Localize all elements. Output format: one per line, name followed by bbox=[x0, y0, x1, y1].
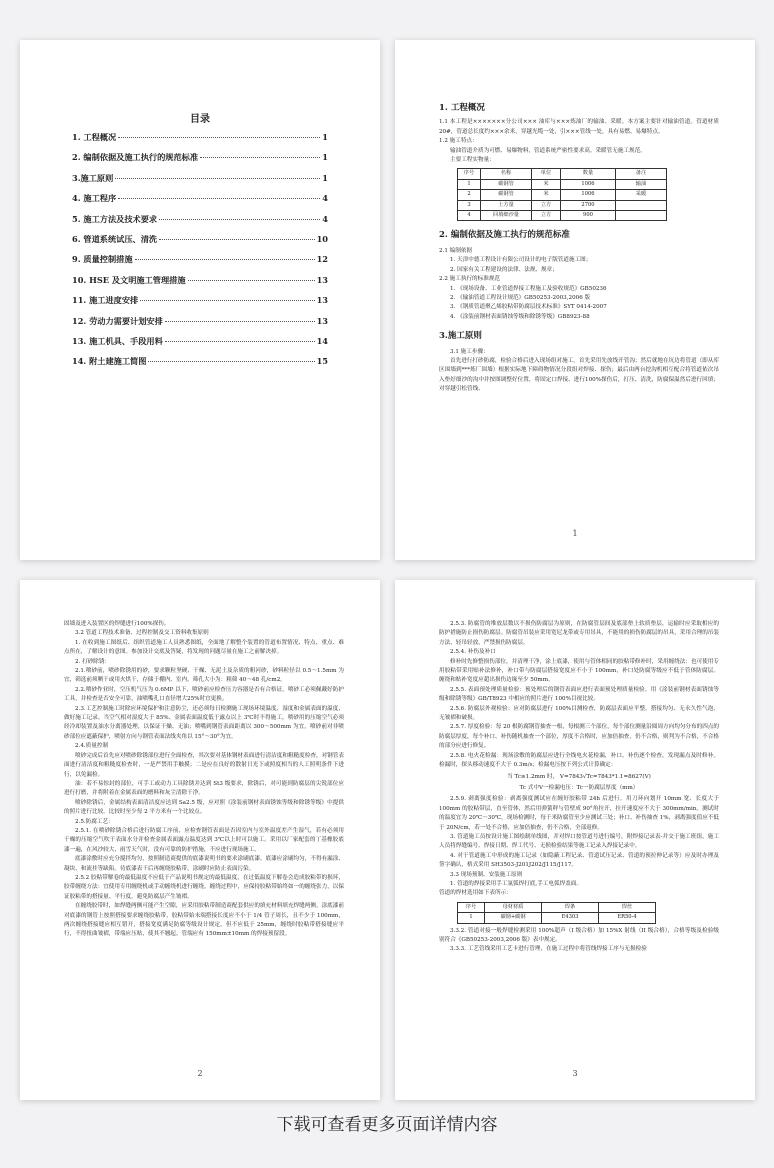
table-row bbox=[458, 190, 667, 200]
page-body bbox=[439, 100, 719, 395]
paragraph: 4. 《涂装前钢材表面锈蚀等级和除锈等级》GB8923-88 bbox=[450, 313, 590, 320]
paragraph: 主要工程实物量： bbox=[450, 157, 495, 164]
toc-item-label: 2. 编制依据及施工执行的规范标准 bbox=[72, 152, 199, 163]
paragraph: 3. 管道施工员按设计施工图绘制单线图，并对焊口按管道号进行编号，附焊接记录表-并交于施工班组，施工人员将焊缝编号、焊接日期、焊工代号、无损检验结果等施工记录入焊接记录中。 bbox=[439, 833, 719, 850]
table-cell: 1006 bbox=[561, 190, 616, 200]
table-cell: 2 bbox=[458, 190, 481, 200]
table-header-cell: 备注 bbox=[616, 169, 667, 179]
table-cell: 3 bbox=[458, 200, 481, 210]
paragraph: 2. 《输油管道工程设计规范》GB50253-2003,2006 版 bbox=[450, 294, 591, 301]
paragraph: 喷砂完成后首先应对喷砂除锈部位进行全面检查，其次要对基体钢材表面进行清洁度和粗糙度检查，对钢管表面进行清洁度和粗糙度检查时，一是严禁用手触摸；二是应在良好的散射日光下或照度相当的人工照明条件下进行，以免漏检。 bbox=[64, 752, 344, 778]
toc-item[interactable] bbox=[72, 295, 328, 315]
table-cell: 1 bbox=[458, 179, 481, 189]
table-header-cell: 数量 bbox=[561, 169, 616, 179]
document-page-2 bbox=[395, 40, 755, 560]
paragraph: 输油管道介质为可燃、易爆物料，管道系统严密性要求高。采暖管无施工规范。 bbox=[450, 147, 646, 154]
paragraph: 油：若不易惊封的部位，可手工或动力工具除锈并达到 St3 级要求，除锈后，对可能到防腐层的尖锐部位应进行打磨，并将附着在金属表面的磨料和灰尘清除干净。 bbox=[64, 780, 344, 797]
toc-item[interactable] bbox=[72, 234, 328, 254]
table-row bbox=[458, 913, 656, 923]
paragraph: 1. 管道的焊接采用手工氩弧焊打底,手工电弧焊盖面。 bbox=[450, 880, 582, 887]
paragraph: 2.5.2 胶粘带解卷的最低温度不应低于产品说明书规定的最低温度，在过低温度下解卷会造成胶粘带的损坏，胶带缠绕方法：宜使用专用缠绕机或手动缠绕机进行缠绕。缠绕过程中，应保持胶粘带始终如一的缠绕张力，以保证胶粘带的搭接量、平行度，避免防腐层产生皱褶。 bbox=[64, 874, 344, 900]
toc-item[interactable] bbox=[72, 173, 328, 193]
paragraph: 2.1 编制依据 bbox=[439, 247, 473, 254]
toc-item-page: 1 bbox=[322, 152, 328, 163]
table-cell: 碳钢管 bbox=[481, 179, 532, 189]
toc-item[interactable] bbox=[72, 214, 328, 234]
paragraph: 2. 打砂除锈： bbox=[75, 658, 111, 665]
toc-title: 目录 bbox=[190, 114, 210, 125]
table-header-cell: 名称 bbox=[481, 169, 532, 179]
paragraph: 3.3 现场预制、安装施工原则 bbox=[450, 871, 523, 878]
quantity-table bbox=[457, 168, 667, 221]
table-cell: 900 bbox=[561, 211, 616, 221]
paragraph: 2.5.防腐工艺： bbox=[75, 818, 114, 825]
table-cell: 4 bbox=[458, 211, 481, 221]
table-cell: ER50-4 bbox=[599, 913, 656, 923]
formula-legend: Tc 式中V一检漏电压：Tc一防腐层厚度（mm） bbox=[519, 784, 639, 791]
paragraph: 1. 在收到施工图纸后、组织管道施工人员熟悉图纸，全面地了解整个装置的管道布置情况、特点、重点、难点所在，了解设计的意图。参加设计交底及答疑，将发现的问题尽量在施工之前解决掉。 bbox=[64, 639, 344, 656]
toc-item[interactable] bbox=[72, 275, 328, 295]
paragraph: 2.3.工艺控制施工时除应环境保护和注意防尘，还必须每日检测施工现场环境温度、湿度和金属表面的温度，做好施工记录。当空气相对湿度大于 85%、金属表面温度低于露点以上 3℃时不得施工，喷砂用的压缩空气必须经冷却装置及油水分离器处理，以保证干燥、无油；喷嘴到钢管表面距离以 300～500mm 为宜，喷砂前对非喷砂部位应遮蔽保护，喷射方向与钢管表面法线夹角以 15°～30°为宜。 bbox=[64, 705, 344, 740]
toc-item-page: 4 bbox=[322, 193, 328, 204]
toc-item-label: 14. 附土建施工简图 bbox=[72, 356, 147, 367]
paragraph: 2.1.喷砂前，喷砂除锈用的砂，要求颗粒坚硬、干燥、无泥土及杂质的粗河砂，砂料粒径以 0.5～1.5mm 为宜，筛选前须晒干或用火烘干，存储于棚内、室内，筛孔大小为：粗筛 40～48 孔/cm2。 bbox=[64, 668, 344, 684]
paragraph: 2.5.1. 在喷砂除锈合格后进行防腐工序前，应检查钢管表面是否因室内与室外温度差产生湿气，若有必须用干燥的压缩空气吹干表面水分并检查金属表面露点温度达到 3℃以上时可以施工。采用以厂家配套的丁基橡胶底漆一遍，在风沙较大、雨雪天气时，没有可靠的防护措施，不应进行现场施工。 bbox=[64, 827, 344, 853]
paragraph: 2.4.质量控制 bbox=[75, 743, 109, 750]
paragraph: 2.5.8. 电火花检漏：现场涂敷的防腐层应进行全线电火花检漏，补口、补伤逐个检查，发现漏点及时修补。检漏时，探头移动速度不大于 0.3m/s；检漏电压按下列公式计算确定： bbox=[439, 752, 719, 769]
page-body bbox=[439, 620, 719, 955]
table-cell: 碳钢管 bbox=[481, 190, 532, 200]
table-header-cell: 序号 bbox=[458, 169, 481, 179]
paragraph: 2.5.6. 防腐层外观检验：应对防腐层进行 100%目测检查，防腐层表面应平整、搭接均匀、无永久性气泡、无皱褶和破损。 bbox=[439, 705, 719, 722]
table-header-cell: 焊丝 bbox=[599, 902, 656, 912]
table-header-cell: 序号 bbox=[458, 902, 485, 912]
paragraph: 2.5.4. 补伤及补口 bbox=[450, 649, 496, 656]
toc-item-page: 12 bbox=[316, 254, 328, 265]
table-cell: 米 bbox=[532, 190, 561, 200]
toc-item-page: 4 bbox=[322, 213, 328, 224]
table-cell: 立方 bbox=[532, 200, 561, 210]
toc-item-page: 10 bbox=[316, 233, 328, 244]
table-cell bbox=[616, 211, 667, 221]
paragraph: 1.1 本工程是×××××××分公司××× 油库与×××炼油厂的输油、采暖。本方案主要针对输油管道。管道材质20#，管道总长度约×××余米，穿越光缆一处，引×××管线一处，具有易燃、易爆特点。 bbox=[439, 119, 719, 135]
paragraph: 喷砂除锈后，金属结构表面清洁度应达到 Sa2.5 级，应对照《涂装前钢材表面锈蚀等级和除锈等级》中提供的照片进行比较，比较时至少每 2 平方米有一个比较点。 bbox=[64, 799, 344, 816]
table-cell bbox=[616, 200, 667, 210]
toc-item-label: 4. 施工程序 bbox=[72, 193, 117, 204]
paragraph: 2.5.9. 剥离强度检验：剥离强度测试应在缠好胶粘带 24h 后进行。用刀环向划开 10mm 宽、长度大于 100mm 的胶粘带层，直至管体，然后用弹簧秤与管壁成 90°角拉开，拉开速度应不大于 300mm/min。测试时的温度宜为 20℃～30℃。现场检测时，每千米防腐管至少应测试三处；补口、补伤抽查 1%，剥离强度值应不低于 20N/cm，若一处不合格，应加倍抽查，仍不合格，全部返修。 bbox=[439, 796, 719, 831]
paragraph: 1.2 施工特点： bbox=[439, 138, 478, 145]
toc-item[interactable] bbox=[72, 356, 328, 376]
toc-list bbox=[72, 132, 328, 377]
paragraph: 1. 《现场设备、工业管道焊接工程施工及验收规范》GB50236 bbox=[450, 285, 607, 292]
paragraph: 修补时先修整损伤部位，并清理干净，涂上底漆，使用与管体相同的胶粘带修补时，采用缠绕法：也可使用专用胶粘带采用贴补法修补，补口带与防腐层搭接宽度应不小于 100mm，补口处防腐等级应不低于管体防腐层。缠绕和贴补宽度应超出损伤边缘至少 50mm。 bbox=[439, 658, 719, 684]
toc-item-label: 10. HSE 及文明施工管理措施 bbox=[72, 274, 186, 285]
toc-item-page: 13 bbox=[316, 295, 328, 306]
table-cell: 输油 bbox=[616, 179, 667, 189]
toc-item[interactable] bbox=[72, 152, 328, 172]
paragraph: 4. 对于管道施工中形成的施工记录（如隐蔽工程记录、管道试压记录、管道的预拉伸记录等）应及时办理及签字确认，格式采用 SH3503-J201J202/J115/J117。 bbox=[439, 852, 719, 869]
page-body bbox=[64, 620, 344, 940]
paragraph: 固墙及进入装置区的焊缝进行100%探伤。 bbox=[64, 621, 170, 627]
paragraph: 2.2.喷砂作业时，空压机气压为 0.6MP 以下，喷砂前应检查压力容器是否有合格证，喷砂工必须佩戴好防护工具，并检查是否安全可靠，油喷嘴孔口直径增大25%时宜更换。 bbox=[64, 686, 344, 703]
paragraph: 底漆涂敷时应充分搅拌均匀，按照制造商提供的底漆说明书的要求涂刷底漆。底漆应涂刷均匀，不得有漏涂、凝块、和流挂等缺陷。待底漆表干后再缠绕胶粘带，涂刷时应防止表面污染。 bbox=[64, 856, 344, 872]
toc-item-label: 3.施工原则 bbox=[72, 172, 114, 183]
toc-item-label: 11. 施工进度安排 bbox=[72, 295, 139, 306]
paragraph: 在缠绕胶带时，如焊缝两侧可能产生空隙，应采用胶粘带制造商配套供应的填充材料填充焊缝两侧。涂底漆前对底漆的钢管上按照搭接要求缠绕胶粘带，胶粘带始末端搭接长度应不小于 1/4 管子周长，且不少于 100mm，两次缠绕搭接缝应相互错开，搭接宽度满足防腐等级设计规定，但不应低于 25mm，缠绕时胶粘带搭接缝应平行，不得扭曲皱褶，带端应压贴，使其不翘起。管端应有 150mm±10mm 的焊接预留段。 bbox=[64, 903, 344, 938]
paragraph: 3.3.3. 工艺管线采用工艺卡进行管理，在施工过程中将管线焊接工序与无损检验 bbox=[450, 946, 647, 953]
toc-item-label: 6. 管道系统试压、清洗 bbox=[72, 233, 158, 244]
table-cell: 米 bbox=[532, 179, 561, 189]
paragraph: 3.3.2. 管道对接一般焊缝检测采用 100%超声（I 级合格）加 15%X 射线（II 级合格），合格等级及检验级别符合《GB50253-2003,2006 版》表中规定。 bbox=[439, 927, 719, 943]
toc-item[interactable] bbox=[72, 193, 328, 213]
toc-item[interactable] bbox=[72, 132, 328, 152]
paragraph: 首先进行打砂防腐，检验合格后进入现场组对施工。首先采用先放线开管沟；然后就地在坑边将管道（即从库区围墙到***炼厂围墙）根据实际地下障碍物情况分段组对焊接、探伤；最后由两台挖沟机相互配合将管道依次吊入垫好细沙的沟中并按图调整好位置，将固定口焊接、进行100%探伤后，打压、清洗，防腐保温然后进行回填；对穿越引松管线、 bbox=[439, 357, 719, 393]
table-header-cell: 母材材质 bbox=[485, 902, 542, 912]
download-caption[interactable]: 下载可查看更多页面详情内容 bbox=[276, 1115, 498, 1135]
toc-item[interactable] bbox=[72, 316, 328, 336]
table-row bbox=[458, 179, 667, 189]
paragraph: 3.1 施工步骤： bbox=[450, 348, 489, 355]
toc-item-page: 1 bbox=[322, 132, 328, 142]
formula: 当 Tc≥1.2mm 时， V=7843√Tc=7843*1.1=8627(V) bbox=[507, 773, 651, 780]
toc-item-label: 1. 工程概况 bbox=[72, 132, 117, 142]
paragraph: 2. 国家有关工程建设的法律、法规、规章； bbox=[450, 266, 558, 273]
table-header-row bbox=[458, 902, 656, 912]
document-page-3 bbox=[20, 580, 380, 1100]
page-number: 3 bbox=[572, 1069, 578, 1078]
toc-item[interactable] bbox=[72, 254, 328, 274]
toc-item-page: 15 bbox=[316, 356, 328, 367]
table-cell: E4303 bbox=[542, 913, 599, 923]
paragraph: 2.5.7. 厚度检验：每 20 根防腐钢管抽查一根，每根测三个部位，每个部位测量沿圆周方向均匀分布的四点的防腐层厚度，每个补口、补伤随机抽查一个部位，厚度不合格时，应加倍抽查，仍不合格，则判为不合格，不合格的部分应进行修复。 bbox=[439, 724, 719, 750]
toc-item-label: 5. 施工方法及技术要求 bbox=[72, 213, 158, 224]
toc-item-label: 12. 劳动力需要计划安排 bbox=[72, 315, 163, 326]
page-number: 2 bbox=[197, 1069, 203, 1078]
toc-item-label: 13. 施工机具、手段用料 bbox=[72, 335, 163, 346]
toc-item-page: 13 bbox=[316, 274, 328, 285]
paragraph: 1. 天津中德工程设计有限公司设计的电子版管道施工图； bbox=[450, 257, 592, 264]
table-row bbox=[458, 211, 667, 221]
table-cell: 立方 bbox=[532, 211, 561, 221]
table-cell: 采暖 bbox=[616, 190, 667, 200]
document-page-4 bbox=[395, 580, 755, 1100]
toc-item-page: 14 bbox=[316, 335, 328, 346]
paragraph: 3. 《钢质管道聚乙烯胶粘带防腐层技术标准》SYT 0414-2007 bbox=[450, 304, 607, 311]
paragraph: 2.2 施工执行的标准规范 bbox=[439, 276, 501, 283]
page-number: 1 bbox=[572, 529, 578, 538]
table-cell: 1006 bbox=[561, 179, 616, 189]
toc-item-label: 9. 质量控制措施 bbox=[72, 254, 133, 265]
paragraph: 2.5.5. 表面预处理质量检验：预处理后的钢管表面应进行表面预处理质量检验。用《涂装前钢材表面锈蚀等级和除锈等级》GB/T8923 中相应的照片进行 100%目视比较。 bbox=[439, 686, 719, 703]
table-cell: 土方量 bbox=[481, 200, 532, 210]
welding-material-table bbox=[457, 902, 656, 924]
toc-item-page: 1 bbox=[322, 172, 328, 183]
paragraph: 3.2 管道工程技术准备、过程控制及交工资料收集原则 bbox=[75, 630, 209, 637]
table-cell: 回填细沙量 bbox=[481, 211, 532, 221]
paragraph: 管道的焊材选用如下表所示： bbox=[439, 890, 512, 897]
toc-item[interactable] bbox=[72, 336, 328, 356]
paragraph: 2.5.3. 防腐管的堆放层数以不损伤防腐层为原则，在防腐管层间及底部垫上软质垫层，运输时应采取相应的防护措施防止损伤防腐层。防腐管吊装应采用宽尼龙带或专用吊具，不能用的损伤防腐层的吊具，采用合理的吊装方法，轻吊轻放，严禁损伤防腐层。 bbox=[439, 621, 719, 646]
table-header-cell: 焊条 bbox=[542, 902, 599, 912]
table-header-row bbox=[458, 169, 667, 179]
table-cell: 碳钢+碳钢 bbox=[485, 913, 542, 923]
section-heading: 2. 编制依据及施工执行的规范标准 bbox=[439, 230, 570, 241]
table-cell: 1 bbox=[458, 913, 485, 923]
table-row bbox=[458, 200, 667, 210]
toc-item-page: 13 bbox=[316, 315, 328, 326]
section-heading: 3.施工原则 bbox=[439, 331, 482, 342]
section-heading: 1. 工程概况 bbox=[439, 103, 485, 113]
document-page-1 bbox=[20, 40, 380, 560]
table-header-cell: 单位 bbox=[532, 169, 561, 179]
table-cell: 2700 bbox=[561, 200, 616, 210]
